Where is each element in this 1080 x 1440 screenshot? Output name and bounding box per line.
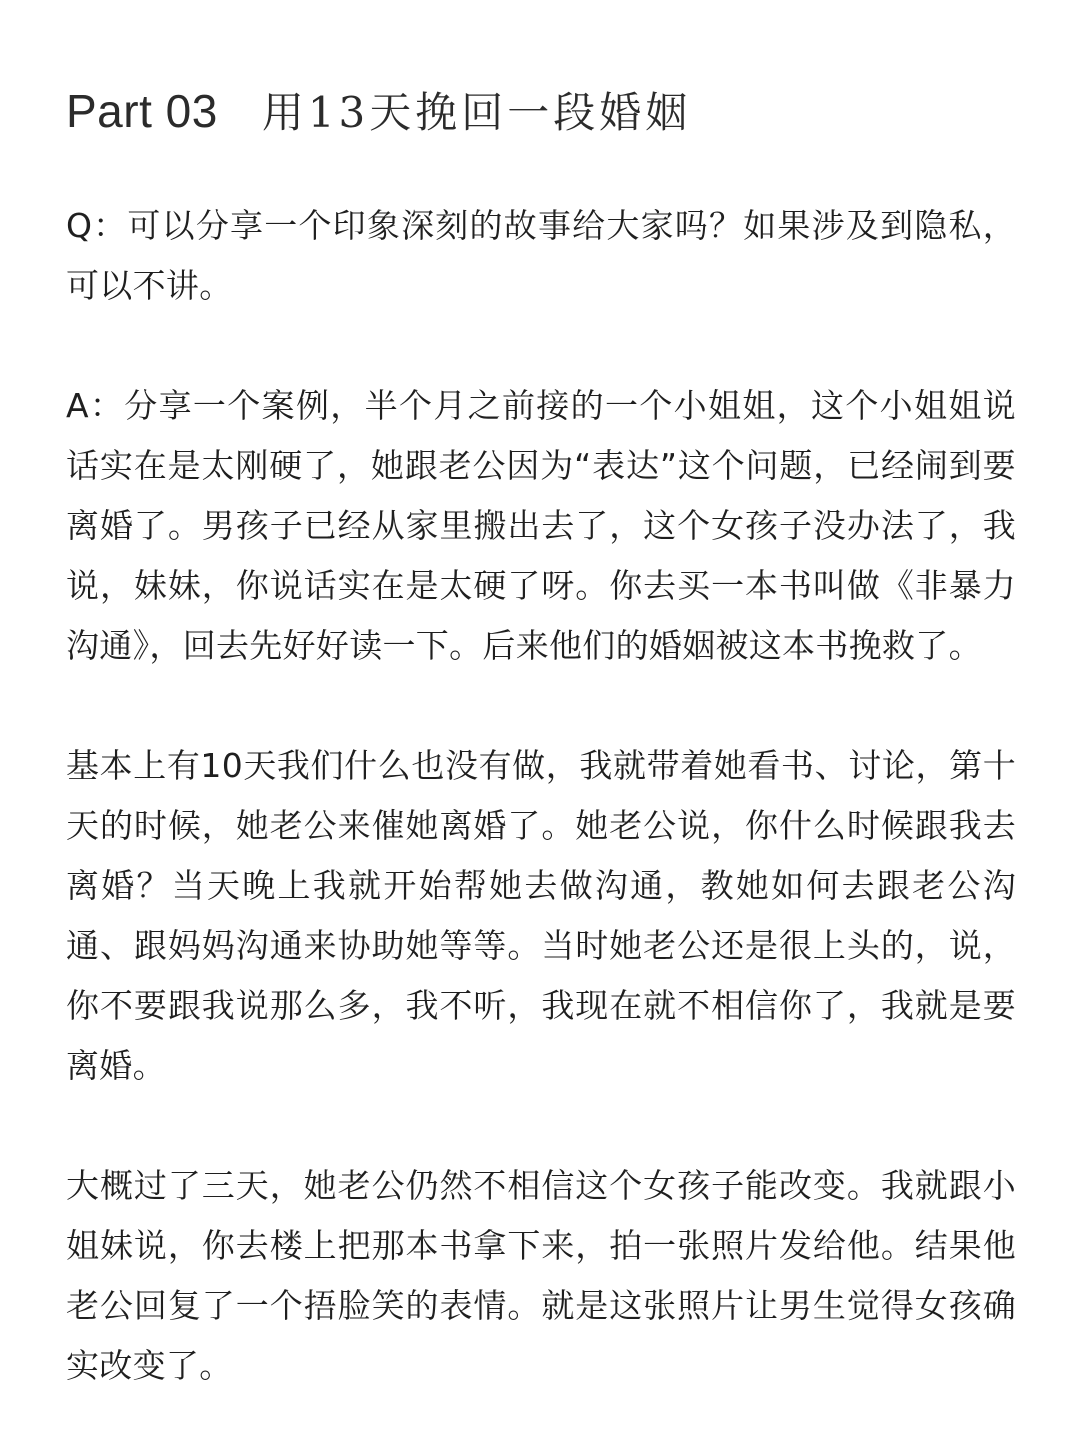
section-title: 用13天挽回一段婚姻 [261,88,692,137]
part-number: Part 03 [66,85,218,137]
answer-paragraph: A：分享一个案例，半个月之前接的一个小姐姐，这个小姐姐说话实在是太刚硬了，她跟老公因为“表达”这个问题，已经闹到要离婚了。男孩子已经从家里搬出去了，这个女孩子没办法了，我说，妹妹，你说话实在是太硬了呀。你去买一本书叫做《非暴力沟通》，回去先好好读一下。后来他们的婚姻被这本书挽救了。 [66,386,1016,665]
conclusion-paragraph: 大概过了三天，她老公仍然不相信这个女孩子能改变。我就跟小姐妹说，你去楼上把那本书拿下来，拍一张照片发给他。结果他老公回复了一个捂脸笑的表情。就是这张照片让男生觉得女孩确实改变了。 [66,1166,1016,1385]
question-paragraph: Q：可以分享一个印象深刻的故事给大家吗？如果涉及到隐私，可以不讲。 [66,206,1016,305]
section-heading [66,80,1016,144]
article [66,60,1016,1420]
story-paragraph: 基本上有10天我们什么也没有做，我就带着她看书、讨论，第十天的时候，她老公来催她离婚了。她老公说，你什么时候跟我去离婚？当天晚上我就开始帮她去做沟通，教她如何去跟老公沟通、跟妈妈沟通来协助她等等。当时她老公还是很上头的，说，你不要跟我说那么多，我不听，我现在就不相信你了，我就是要离婚。 [66,746,1016,1085]
